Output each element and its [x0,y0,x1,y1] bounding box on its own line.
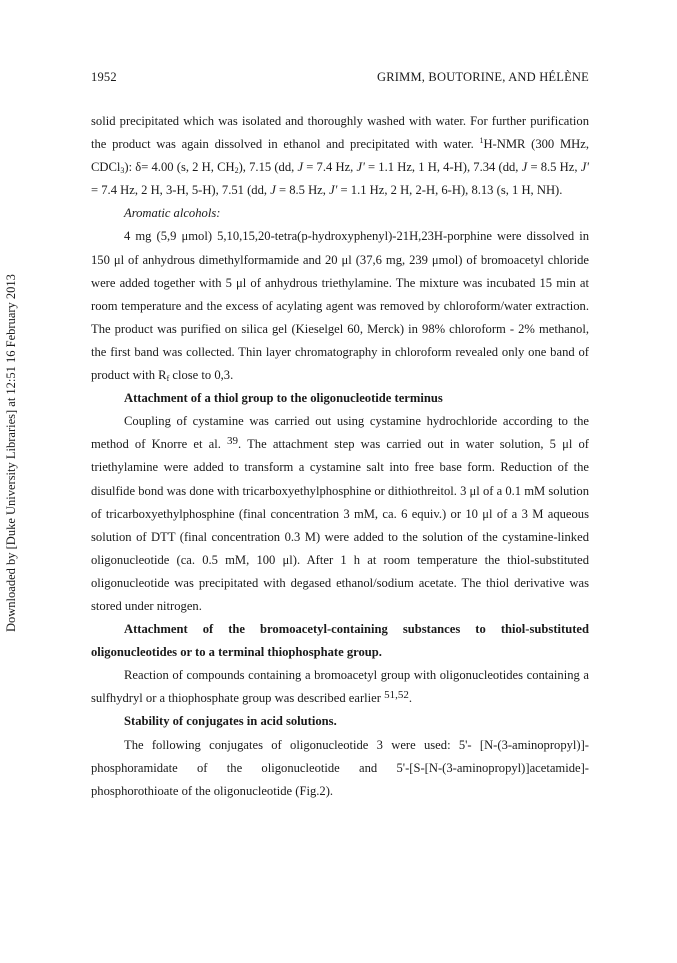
text-run: ), 7.15 (dd, [238,160,298,175]
text-run: = 8.5 Hz, [527,160,581,175]
text-run: = 1.1 Hz, 1 H, 4-H), 7.34 (dd, [364,160,522,175]
text-run: 4 mg (5,9 μmol) 5,10,15,20-tetra(p-hydroxyphenyl)-21H,23H-porphine were dissolved in 150 μl of anhydrous dimethylformamide and 20 μl (37,6 mg, 239 μmol) of bromoacetyl chloride were added together with 5 μl of anhydrous triethylamine. The mixture was incubated 15 min at room temperature and the excess of acylating agent was removed by chloroform/water extraction. The product was purified on silica gel (Kieselgel 60, Merck) in 98% chloroform - 2% methanol, the first band was collected. Thin layer chromatography in chloroform revealed only one band of product with R [91,229,589,383]
subscript: f [166,374,170,384]
reference-marker: 39 [227,435,239,448]
text-run: = 1.1 Hz, 2 H, 2-H, 6-H), 8.13 (s, 1 H, NH). [337,183,563,198]
superscript: 1 [479,136,484,146]
text-run: Reaction of compounds containing a bromoacetyl group with oligonucleotides containing a sulfhydryl or a thiophosphate group was described earlier [91,668,589,706]
text-run: . The attachment step was carried out in water solution, 5 μl of triethylamine were added to transform a cystamine salt into free base form. Reduction of the disulfide bond was done with tricarboxyethylphosphine or dithiothreitol. 3 μl of a 0.1 mM solution of tricarboxyethylphosphine (final concentration 3 mM, ca. 6 equiv.) or 10 μl of a 3 M aqueous solution of DTT (final concentration 0.3 M) were added to the solution of the cystamine-linked oligonucleotide (ca. 0.5 mM, 100 μl). After 1 h at room temperature the thiol-substituted oligonucleotide was precipitated with degased ethanol/sodium acetate. The thiol derivative was stored under nitrogen. [91,437,590,613]
heading-acid-stability: Stability of conjugates in acid solutions. [124,714,337,729]
paragraph-nmr [91,110,589,202]
text-run: = 7.4 Hz, [303,160,357,175]
subscript: 2 [234,166,239,176]
subheading-aromatic-alcohols: Aromatic alcohols: [124,206,221,221]
reference-marker: 51,52 [384,689,409,702]
text-run: close to 0,3. [169,368,234,383]
text-run: = 7.4 Hz, 2 H, 3-H, 5-H), 7.51 (dd, [91,183,271,198]
paragraph-cystamine [91,410,589,618]
coupling-symbol: J [270,183,276,198]
text-run: = 8.5 Hz, [275,183,330,198]
coupling-symbol: J' [356,160,365,175]
coupling-symbol: J [297,160,304,175]
heading-bromoacetyl-attachment: Attachment of the bromoacetyl-containing substances to thiol-substituted oligonucleotides or to a terminal thiophosphate group. [91,622,589,660]
coupling-symbol: J [521,160,528,175]
text-run: ): δ= 4.00 (s, 2 H, CH [124,160,235,175]
paragraph-porphine [91,225,589,387]
paragraph-conjugates: The following conjugates of oligonucleotide 3 were used: 5'- [N-(3-aminopropyl)]-phosphoramidate of the oligonucleotide and 5'-[S-[N-(3-aminopropyl)]acetamide]-phosphorothioate of the oligonucleotide (Fig.2). [91,737,589,798]
download-notice: Downloaded by [Duke University Libraries] at 12:51 16 February 2013 [4,274,18,632]
subscript: 3 [120,166,125,176]
download-watermark [4,274,22,632]
coupling-symbol: J' [329,183,338,198]
coupling-symbol: J' [580,160,589,175]
text-run: . [408,691,412,706]
text-run: solid precipitated which was isolated and thoroughly washed with water. For further purification the product was again dissolved in ethanol and precipitated with water. [91,114,589,152]
heading-thiol-attachment: Attachment of a thiol group to the oligonucleotide terminus [124,391,443,406]
page-number: 1952 [91,70,117,84]
text-run: Coupling of cystamine was carried out using cystamine hydrochloride according to the method of Knorre et al. [91,414,589,452]
paragraph-bromoacetyl-reaction [91,664,589,710]
text-run: H-NMR (300 MHz, CDCl [91,137,589,175]
running-head: GRIMM, BOUTORINE, AND HÉLÈNE [377,70,589,84]
article-body [91,110,589,803]
